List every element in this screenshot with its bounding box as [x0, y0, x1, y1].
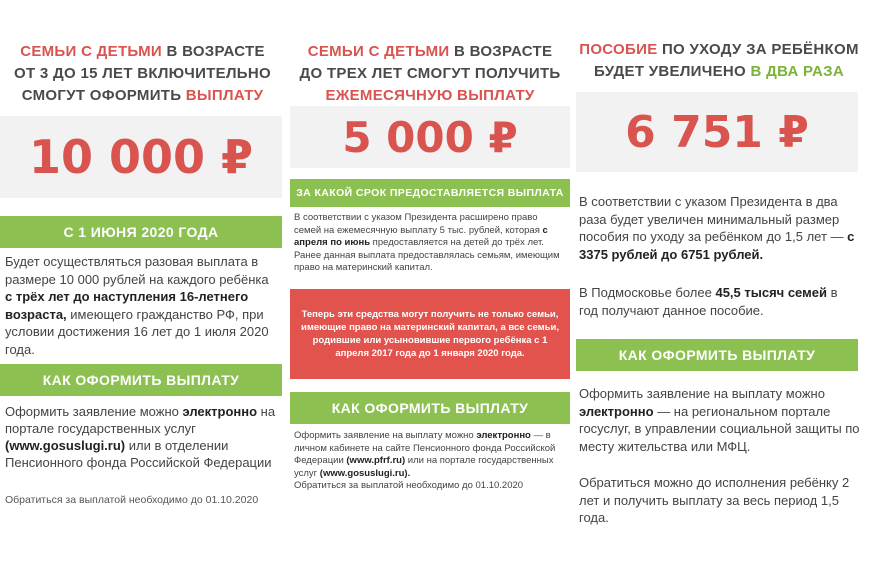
amount-box: 5 000 ₽ [290, 106, 570, 168]
how-to-apply-text: Оформить заявление на выплату можно электронно — на региональном портале госуслуг, в управлении социальной защиты по месту жительства или МФЦ. [579, 386, 860, 454]
how-to-apply-bar: КАК ОФОРМИТЬ ВЫПЛАТУ [290, 392, 570, 424]
deadline-note: Обратиться за выплатой необходимо до 01.10.2020 [5, 494, 259, 506]
column-header: ПОСОБИЕ ПО УХОДУ ЗА РЕБЁНКОМ БУДЕТ УВЕЛИЧЕНО В ДВА РАЗА [579, 41, 859, 80]
header-highlight: СЕМЬИ С ДЕТЬМИ [20, 43, 163, 60]
amount-box: 6 751 ₽ [576, 92, 858, 172]
how-to-apply-bar: КАК ОФОРМИТЬ ВЫПЛАТУ [576, 339, 858, 371]
how-to-apply-text: Оформить заявление можно электронно на портале государственных услуг (www.gosuslugi.ru) или в отделении Пенсионного фонда Российской Федерации [5, 404, 276, 470]
payment-description: Будет осуществляться разовая выплата в размере 10 000 рублей на каждого ребёнка с трёх лет до наступления 16-летнего возраста, имеющего гражданство РФ, при условии достижения 16 лет до 1 июля 2020 года. [5, 254, 269, 357]
how-to-apply-text: Оформить заявление на выплату можно электронно — в личном кабинете на сайте Пенсионного фонда Российской Федерации (www.pfrf.ru) или на портале государственных услуг (www.gosuslugi.ru). Обратиться за выплатой необходимо до 01.10.2020 [294, 430, 556, 491]
period-note: Обратиться можно до исполнения ребёнку 2 лет и получить выплату за весь период 1,5 года. [579, 475, 850, 525]
column-header: СЕМЬИ С ДЕТЬМИ В ВОЗРАСТЕ ДО ТРЕХ ЛЕТ СМОГУТ ПОЛУЧИТЬ ЕЖЕМЕСЯЧНУЮ ВЫПЛАТУ [299, 43, 561, 104]
how-to-apply-bar: КАК ОФОРМИТЬ ВЫПЛАТУ [0, 364, 282, 396]
allowance-description: В соответствии с указом Президента в два раза будет увеличен минимальный размер пособия по уходу за ребёнком до 1,5 лет — с 3375 рублей до 6751 рублей. [579, 194, 855, 262]
eligibility-notice: Теперь эти средства могут получить не только семьи, имеющие право на материнский капитал, а все семьи, родившие или усыновившие первого ребёнка с 1 апреля 2017 года до 1 января 2020 года. [290, 289, 570, 379]
term-bar: ЗА КАКОЙ СРОК ПРЕДОСТАВЛЯЕТСЯ ВЫПЛАТА [290, 179, 570, 207]
date-bar: С 1 ИЮНЯ 2020 ГОДА [0, 216, 282, 248]
term-text: В соответствии с указом Президента расширено право семей на ежемесячную выплату 5 тыс. рублей, которая с апреля по июнь предоставляется на детей до трёх лет. Ранее данная выплата предоставлялась семьям, имеющим право на материнский капитал. [294, 212, 560, 273]
column-header: СЕМЬИ С ДЕТЬМИ В ВОЗРАСТЕ ОТ 3 ДО 15 ЛЕТ ВКЛЮЧИТЕЛЬНО СМОГУТ ОФОРМИТЬ ВЫПЛАТУ [14, 43, 271, 104]
amount-box: 10 000 ₽ [0, 116, 282, 198]
region-stat: В Подмосковье более 45,5 тысяч семей в год получают данное пособие. [579, 285, 838, 318]
